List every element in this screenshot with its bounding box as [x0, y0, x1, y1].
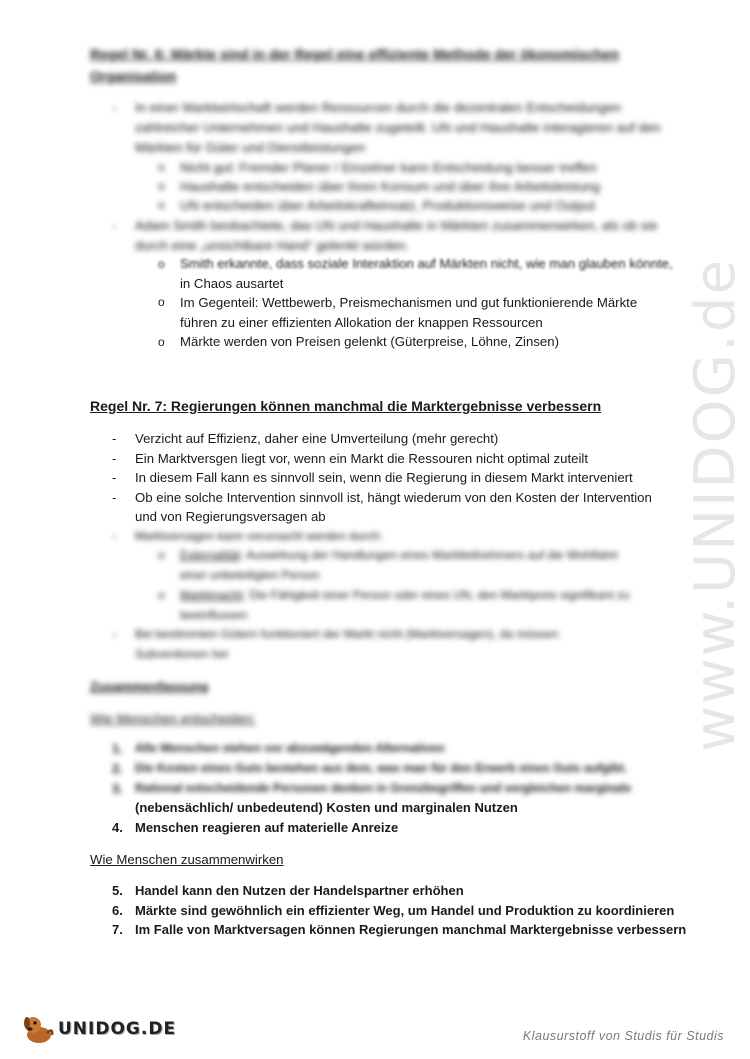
section7-sub1-text: : Auswirkung der Handlungen eines Marktteilnehmers auf die Wohlfahrt: [240, 548, 619, 562]
unidog-logo[interactable]: [22, 1013, 176, 1045]
bullet-dash: -: [112, 627, 117, 642]
section6-bullet1-line3: Märkten für Güter und Dienstleistungen: [135, 140, 366, 155]
section6-sub4-line1: Smith erkannte, dass soziale Interaktion auf Märkten nicht, wie man glauben könnte,: [180, 256, 673, 271]
footer-tagline: Klausurstoff von Studis für Studis: [522, 1029, 724, 1043]
summary-item3-line2: (nebensächlich/ unbedeutend) Kosten und marginalen Nutzen: [135, 800, 518, 815]
summary-item1: Alle Menschen stehen vor abzuwägenden Alternativen: [135, 741, 445, 755]
list-number: 6.: [112, 903, 123, 918]
section7-sub2-text: : Die Fähigkeit einer Person oder eines UN, den Marktpreis signifikant zu: [242, 588, 630, 602]
section7-sub2-line2: beeinflussen: [180, 608, 248, 622]
section6-heading-line2: Organisation: [90, 68, 177, 84]
section7-sub1-line2: einer unbeteiligten Person: [180, 568, 320, 582]
list-number: 3.: [112, 781, 123, 796]
summary-item2: Die Kosten eines Guts bestehen aus dem, was man für den Erwerb eines Guts aufgibt.: [135, 761, 628, 775]
summary-item3-line1: Rational entscheidende Personen denken in Grenzbegriffen und vergleichen marginale: [135, 781, 632, 795]
summary-item7: Im Falle von Marktversagen können Regierungen manchmal Marktergebnisse verbessern: [135, 922, 687, 937]
list-number: 5.: [112, 883, 123, 898]
logo-text: UNIDOG.DE: [58, 1019, 177, 1039]
section6-sub1: Nicht gut: Fremder Planer / Einzelner kann Entscheidung besser treffen: [180, 160, 597, 175]
bullet-circle: o: [158, 179, 165, 193]
section7-sub1-line1: [180, 548, 618, 562]
list-number: 1.: [112, 741, 123, 756]
section6-bullet2-line1: Adam Smith beobachtete, das UN und Haushalte in Märkten zusammenwirken, als ob sie: [135, 218, 658, 233]
section6-sub5-line1: Im Gegenteil: Wettbewerb, Preismechanismen und gut funktionierende Märkte: [180, 295, 638, 310]
bullet-dash: -: [112, 431, 117, 446]
dog-icon: [22, 1013, 56, 1045]
summary-subheading2: Wie Menschen zusammenwirken: [90, 852, 284, 867]
bullet-circle: o: [158, 160, 165, 174]
bullet-dash: -: [112, 490, 117, 505]
section7-sub2-line1: [180, 588, 630, 602]
bullet-circle: o: [158, 335, 165, 349]
bullet-circle: o: [158, 257, 165, 271]
section6-bullet1-line2: zahlreicher Unternehmen und Haushalte zugeteilt. UN und Haushalte interagieren auf den: [135, 120, 661, 135]
section7-bullet6-line2: Subventionen her: [135, 647, 230, 661]
section6-sub6: Märkte werden von Preisen gelenkt (Güterpreise, Löhne, Zinsen): [180, 334, 559, 349]
summary-item5: Handel kann den Nutzen der Handelspartner erhöhen: [135, 883, 464, 898]
section6-sub5-line2: führen zu einer effizienten Allokation der knappen Ressourcen: [180, 315, 543, 330]
bullet-dash: -: [112, 451, 117, 466]
summary-heading: Zusammenfassung: [90, 679, 209, 694]
summary-subheading1: Wie Menschen entscheiden:: [90, 711, 256, 726]
bullet-dash: -: [112, 529, 117, 544]
section6-sub4-line2: in Chaos ausartet: [180, 276, 284, 291]
list-number: 4.: [112, 820, 123, 835]
bullet-dash: -: [112, 218, 117, 233]
section7-bullet4-line2: und von Regierungsversagen ab: [135, 509, 326, 524]
section6-sub2: Haushalte entscheiden über ihren Konsum und über ihre Arbeitsleistung: [180, 179, 601, 194]
bullet-circle: o: [158, 548, 165, 562]
bullet-circle: o: [158, 198, 165, 212]
summary-item4: Menschen reagieren auf materielle Anreize: [135, 820, 399, 835]
bullet-dash: -: [112, 470, 117, 485]
bullet-circle: o: [158, 588, 165, 602]
term-marktmacht: Marktmacht: [180, 588, 243, 602]
bullet-dash: -: [112, 100, 117, 115]
section6-bullet2-line2: durch eine „unsichtbare Hand“ gelenkt würden.: [135, 238, 410, 253]
section7-bullet1: Verzicht auf Effizienz, daher eine Umverteilung (mehr gerecht): [135, 431, 499, 446]
section7-bullet5: Marktversagen kann verursacht werden durch:: [135, 529, 383, 543]
section6-sub3: UN entscheiden über Arbeitskrafteinsatz, Produktionsweise und Output: [180, 198, 595, 213]
section7-heading: Regel Nr. 7: Regierungen können manchmal die Marktergebnisse verbessern: [90, 398, 602, 414]
list-number: 7.: [112, 922, 123, 937]
section7-bullet6-line1: Bei bestimmten Gütern funktioniert der Markt nicht (Marktversagen), da müssen: [135, 627, 559, 641]
list-number: 2.: [112, 761, 123, 776]
bullet-circle: o: [158, 295, 165, 309]
section7-bullet4-line1: Ob eine solche Intervention sinnvoll ist, hängt wiederum von den Kosten der Intervention: [135, 490, 652, 505]
section7-bullet3: In diesem Fall kann es sinnvoll sein, wenn die Regierung in diesem Markt interveniert: [135, 470, 633, 485]
term-externalitaet: Externalität: [180, 548, 241, 562]
section6-heading-line1: Regel Nr. 6: Märkte sind in der Regel eine effiziente Methode der ökonomischen: [90, 46, 620, 62]
section6-bullet1-line1: In einer Marktwirtschaft werden Ressourcen durch die dezentralen Entscheidungen: [135, 100, 622, 115]
watermark: www.UNIDOG.de: [682, 258, 748, 752]
summary-item6: Märkte sind gewöhnlich ein effizienter Weg, um Handel und Produktion zu koordinieren: [135, 903, 675, 918]
section7-bullet2: Ein Marktversgen liegt vor, wenn ein Markt die Ressouren nicht optimal zuteilt: [135, 451, 588, 466]
